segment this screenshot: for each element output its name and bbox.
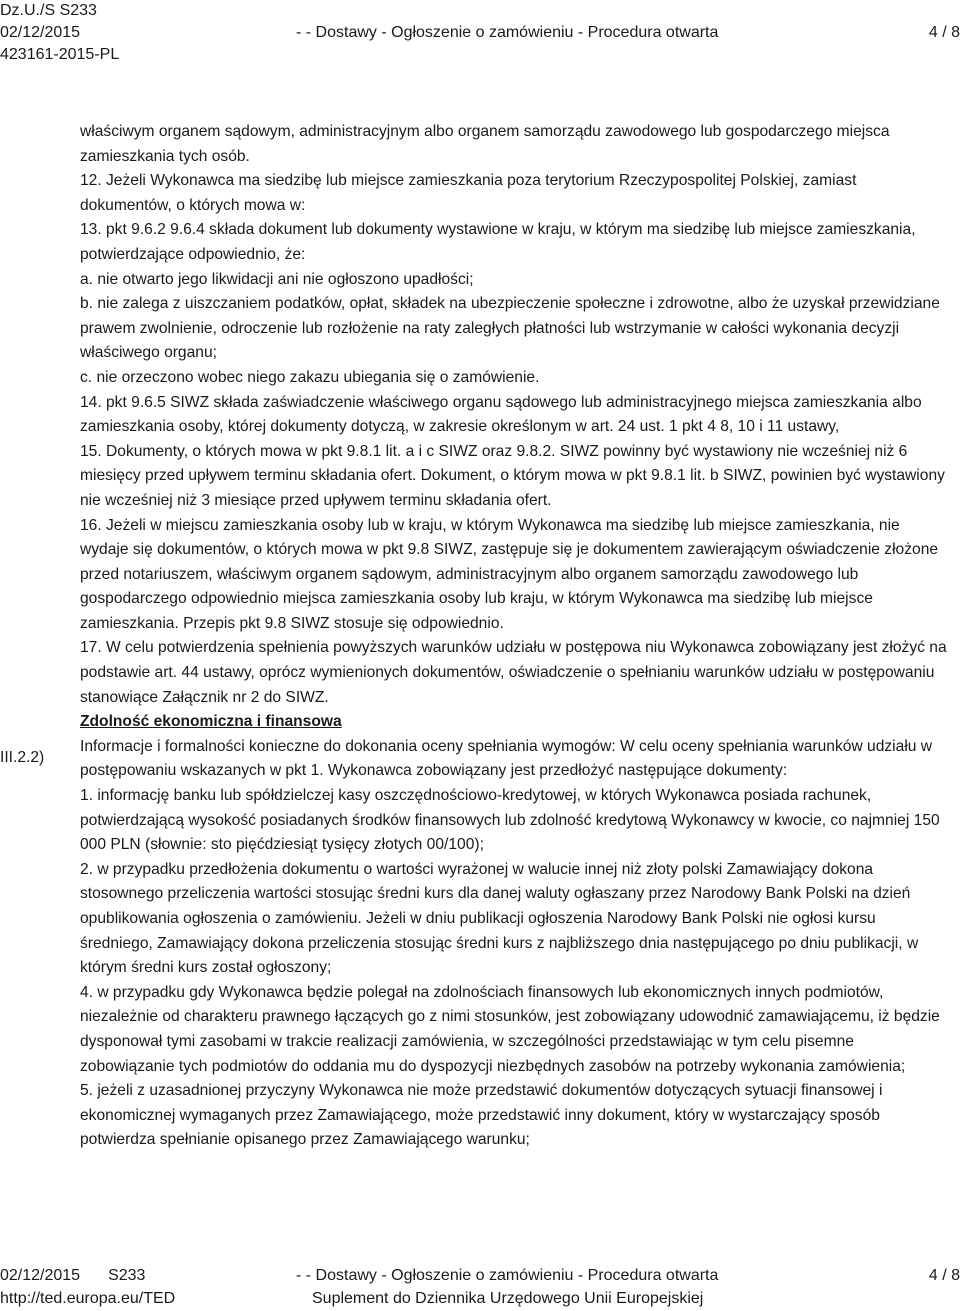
- notice-number: 423161-2015-PL: [0, 46, 120, 63]
- paragraph: 13. pkt 9.6.2 9.6.4 składa dokument lub dokumenty wystawione w kraju, w którym ma siedzibę lub miejsce zamieszkania, potwierdzające odpowiednio, że:: [80, 221, 916, 263]
- paragraph: 12. Jeżeli Wykonawca ma siedzibę lub miejsce zamieszkania poza terytorium Rzeczypospolitej Polskiej, zamiast dokumentów, o których mowa w:: [80, 172, 857, 214]
- paragraph: właściwym organem sądowym, administracyjnym albo organem samorządu zawodowego lub gospodarczego miejsca zamieszkania tych osób.: [80, 123, 890, 165]
- paragraph: 1. informację banku lub spółdzielczej kasy oszczędnościowo-kredytowej, w których Wykonawca posiada rachunek, potwierdzającą wysokość posiadanych środków finansowych lub zdolność kredytową Wykonawcy w kwocie, co najmniej 150 000 PLN (słownie: sto pięćdziesiąt tysięcy złotych 00/100);: [80, 787, 940, 854]
- footer-url-link[interactable]: http://ted.europa.eu/TED: [0, 1290, 176, 1307]
- page-header: [0, 0, 960, 68]
- journal-reference: Dz.U./S S233: [0, 2, 97, 19]
- header-date: 02/12/2015: [0, 24, 81, 41]
- footer-date-series: [0, 1264, 145, 1287]
- paragraph: b. nie zalega z uiszczaniem podatków, opłat, składek na ubezpieczenie społeczne i zdrowotne, albo że uzyskał przewidziane prawem zwolnienie, odroczenie lub rozłożenie na raty zaległych płatności lub wstrzymanie w całości wykonania decyzji właściwego organu;: [80, 295, 940, 362]
- paragraph: 15. Dokumenty, o których mowa w pkt 9.8.1 lit. a i c SIWZ oraz 9.8.2. SIWZ powinny być wystawiony nie wcześniej niż 6 miesięcy przed upływem terminu składania ofert. Dokument, o którym mowa w pkt 9.8.1 lit. b SIWZ, powinien być wystawiony nie wcześniej niż 3 miesiące przed upływem terminu składania ofert.: [80, 442, 945, 509]
- footer-page-number: 4 / 8: [928, 1267, 960, 1284]
- paragraph: 5. jeżeli z uzasadnionej przyczyny Wykonawca nie może przedstawić dokumentów dotyczących sytuacji finansowej i ekonomicznej wymaganych przez Zamawiającego, może przedstawić inny dokument, który w wystarczający sposób potwierdza spełnianie opisanego przez Zamawiającego warunku;: [80, 1082, 883, 1149]
- paragraph: 16. Jeżeli w miejscu zamieszkania osoby lub w kraju, w którym Wykonawca ma siedzibę lub miejsce zamieszkania, nie wydaje się dokumentów, o których mowa w pkt 9.8 SIWZ, zastępuje się je dokumentem zawierającym oświadczenie złożone przed notariuszem, właściwym organem sądowym, administracyjnym albo organem samorządu zawodowego lub gospodarczego odpowiednio miejsca zamieszkania osoby lub kraju, w którym Wykonawca ma siedzibę lub miejsce zamieszkania. Przepis pkt 9.8 SIWZ stosuje się odpowiednio.: [80, 516, 939, 632]
- footer-notice-title: - - Dostawy - Ogłoszenie o zamówieniu - Procedura otwarta: [296, 1267, 719, 1284]
- header-notice-title: - - Dostawy - Ogłoszenie o zamówieniu - Procedura otwarta: [296, 24, 719, 41]
- document-body: [80, 120, 952, 1153]
- paragraph: 17. W celu potwierdzenia spełnienia powyższych warunków udziału w postępowa niu Wykonawca zobowiązany jest złożyć na podstawie art. 44 ustawy, oprócz wymienionych dokumentów, oświadczenie o spełnianiu warunków udziału w postępowaniu stanowiące Załącznik nr 2 do SIWZ.: [80, 639, 947, 706]
- paragraph: c. nie orzeczono wobec niego zakazu ubiegania się o zamówienie.: [80, 368, 540, 386]
- footer-date: 02/12/2015: [0, 1267, 81, 1284]
- page-footer: [0, 1264, 960, 1311]
- section-title: Zdolność ekonomiczna i finansowa: [80, 713, 342, 731]
- footer-supplement: Suplement do Dziennika Urzędowego Unii Europejskiej: [312, 1290, 704, 1307]
- paragraph: 2. w przypadku przedłożenia dokumentu o wartości wyrażonej w walucie innej niż złoty polski Zamawiający dokona stosownego przeliczenia wartości stosując średni kurs dla danej waluty ogłaszany przez Narodowy Bank Polski na dzień opublikowania ogłoszenia o zamówieniu. Jeżeli w dniu publikacji ogłoszenia Narodowy Bank Polski nie ogłosi kursu średniego, Zamawiający dokona przeliczenia stosując średni kurs z najbliższego dnia następującego po dniu publikacji, w którym średni kurs został ogłoszony;: [80, 860, 919, 977]
- paragraph: 4. w przypadku gdy Wykonawca będzie polegał na zdolnościach finansowych lub ekonomicznych innych podmiotów, niezależnie od charakteru prawnego łączących go z nimi stosunków, jest zobowiązany udowodnić zamawiającemu, iż będzie dysponował tymi zasobami w trakcie realizacji zamówienia, w szczególności przedstawiając w tym celu pisemne zobowiązanie tych podmiotów do oddania mu do dyspozycji niezbędnych zasobów na potrzeby wykonania zamówienia;: [80, 983, 940, 1075]
- paragraph: 14. pkt 9.6.5 SIWZ składa zaświadczenie właściwego organu sądowego lub administracyjnego miejsca zamieszkania albo zamieszkania osoby, której dokumenty dotyczą, w zakresie określonym w art. 24 ust. 1 pkt 4 8, 10 i 11 ustawy,: [80, 393, 922, 436]
- footer-series: S233: [108, 1267, 146, 1284]
- section-number: III.2.2): [0, 749, 45, 766]
- paragraph: a. nie otwarto jego likwidacji ani nie ogłoszono upadłości;: [80, 270, 474, 288]
- paragraph: Informacje i formalności konieczne do dokonania oceny spełniania wymogów: W celu oceny spełniania warunków udziału w postępowaniu wskazanych w pkt 1. Wykonawca zobowiązany jest przedłożyć następujące dokumenty:: [80, 737, 933, 780]
- header-page-number: 4 / 8: [928, 24, 960, 41]
